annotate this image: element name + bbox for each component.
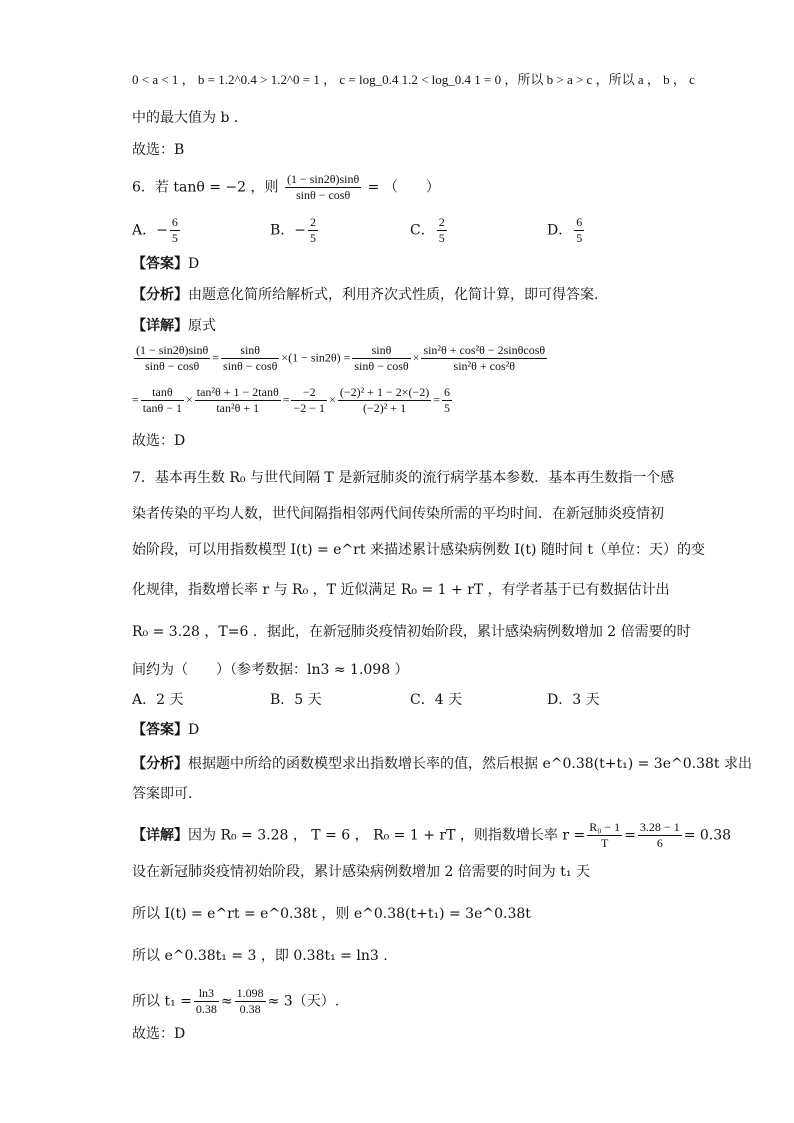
q6-eq1-frac2-den: sinθ − cosθ <box>223 359 278 373</box>
q6-option-a-num: 6 <box>171 215 178 229</box>
q6-eq2-frac1-den: tanθ − 1 <box>142 401 182 415</box>
q6-option-b-den: 5 <box>310 231 317 245</box>
q6-eq2-frac4 <box>338 385 431 416</box>
q6-eq2-frac2-num: tan²θ + 1 − 2tanθ <box>196 385 279 399</box>
q6-stem-fraction <box>285 172 361 203</box>
q6-option-d-num: 6 <box>576 215 583 229</box>
q7-detail-5-frac1-num: ln3 <box>194 986 219 1002</box>
q7-answer-tag: 【答案】 <box>132 722 188 738</box>
q6-eq1-frac1-den: sinθ − cosθ <box>145 359 200 373</box>
q7-choice: 故选：D <box>132 1026 186 1042</box>
q7-detail-1-frac2 <box>638 820 682 851</box>
q6-answer-value: D <box>188 256 200 272</box>
q6-eq2-frac1 <box>141 385 184 416</box>
q6-eq2-frac3-den: −2 − 1 <box>293 401 326 415</box>
q6-option-b-num: 2 <box>310 215 317 229</box>
q7-detail-1-frac2-den: 6 <box>656 836 663 850</box>
q6-option-c-letter: C． <box>410 222 435 239</box>
q6-eq1-frac1 <box>134 343 210 374</box>
q6-stem-fraction-denominator: sinθ − cosθ <box>295 188 351 202</box>
q7-option-d: D．3 天 <box>547 692 600 708</box>
q6-eq2-frac4-den: (−2)² + 1 <box>362 401 407 415</box>
q7-detail-line-2: 设在新冠肺炎疫情初始阶段，累计感染病例数增加 2 倍需要的时间为 t₁ 天 <box>132 864 590 880</box>
q6-analysis-text: 由题意化简所给解析式，利用齐次式性质，化简计算，即可得答案. <box>188 287 599 303</box>
q6-option-a-letter: A．− <box>132 222 168 239</box>
q6-eq1-frac4-den: sin²θ + cos²θ <box>453 359 515 373</box>
q6-option-b <box>270 215 320 246</box>
q6-option-d-letter: D． <box>547 222 573 239</box>
q7-stem-line-6: 间约为（ ）（参考数据：ln3 ≈ 1.098 ） <box>132 662 409 678</box>
q6-equation-line-1: $\frac{(1 - \sin 2\theta)\sin\theta}{\sin\theta - \cos\theta}$ = $\frac{\sin\theta}{\sin\theta - \cos\theta}$ ×(1 − sin2θ) = $\frac{\sin\theta}{\sin\theta - \cos\theta}$ × $\frac{\text{sin²θ + cos²θ − 2sinθcosθ}}{\text{sin²θ + cos²θ}}$ <box>136 343 546 373</box>
q6-option-d-den: 5 <box>576 231 583 245</box>
q7-detail-1-frac1-den: T <box>601 836 609 850</box>
q6-eq2-frac2 <box>195 385 281 416</box>
q7-analysis-tag: 【分析】 <box>132 756 188 772</box>
q7-detail-5-prefix: 所以 t₁ = <box>132 993 192 1010</box>
q6-option-c-den: 5 <box>438 231 445 245</box>
q7-analysis-line-2: 答案即可. <box>132 786 193 802</box>
q6-option-c <box>410 215 449 246</box>
q6-option-a-fraction <box>170 215 180 246</box>
q7-stem-line-3: 始阶段，可以用指数模型 I(t) = e^rt 来描述累计感染病例数 I(t) 随时间 t（单位：天）的变 <box>132 542 705 558</box>
q6-option-a-den: 5 <box>171 231 178 245</box>
q6-stem-fraction-numerator: (1 − sin2θ)sinθ <box>286 172 360 186</box>
q6-detail <box>132 316 216 336</box>
q7-stem-line-2: 染者传染的平均人数，世代间隔指相邻两代间传染所需的平均时间．在新冠肺炎疫情初 <box>132 506 664 522</box>
q6-option-b-fraction <box>308 215 318 246</box>
q6-option-c-fraction <box>437 215 447 246</box>
q6-stem-prefix: 6．若 tanθ = −2 ，则 <box>132 179 279 196</box>
q6-option-d-fraction <box>574 215 584 246</box>
q6-option-c-num: 2 <box>438 215 445 229</box>
q7-detail-tag: 【详解】 <box>132 827 188 844</box>
q6-eq2-frac5-den: 5 <box>444 401 451 415</box>
q7-detail-5-frac1 <box>194 986 219 1017</box>
q6-eq2-frac2-den: tan²θ + 1 <box>216 401 260 415</box>
q7-option-b: B．5 天 <box>270 692 322 708</box>
q7-option-a: A．2 天 <box>132 692 184 708</box>
q7-detail-5-frac1-den: 0.38 <box>195 1002 217 1016</box>
q6-option-b-letter: B．− <box>270 222 307 239</box>
q7-detail-line-3: 所以 I(t) = e^rt = e^0.38t ，则 e^0.38(t+t₁) = 3e^0.38t <box>132 906 531 922</box>
q7-stem-line-1: 7．基本再生数 R₀ 与世代间隔 T 是新冠肺炎的流行病学基本参数．基本再生数指一个感 <box>132 470 675 486</box>
q7-analysis-line-1 <box>132 754 752 774</box>
q5-choice: 故选：B <box>132 142 185 158</box>
q6-answer-tag: 【答案】 <box>132 256 188 272</box>
q6-analysis-tag: 【分析】 <box>132 287 188 303</box>
q6-eq1-frac3-num: sinθ <box>352 343 410 359</box>
q6-choice: 故选：D <box>132 433 186 449</box>
q7-detail-1-frac1-num: R₀ − 1 <box>589 820 621 834</box>
q7-detail-5-suffix: ≈ 3（天）. <box>267 993 340 1010</box>
q7-answer-value: D <box>188 722 200 738</box>
q7-detail-1-frac1 <box>587 820 622 851</box>
q7-detail-1-prefix: 因为 R₀ = 3.28 ， T = 6 ， R₀ = 1 + rT ，则指数增长率 r = <box>188 827 586 844</box>
q6-eq2-frac5 <box>442 385 452 416</box>
q7-answer <box>132 720 199 740</box>
q7-detail-5-frac2-den: 0.38 <box>239 1002 261 1016</box>
q6-equation-line-2: = $\frac{\tan\theta}{\tan\theta - 1}$ × $\frac{\text{tan²θ + 1 − 2tanθ}}{\text{tan²θ + 1}}$ = $\frac{-2}{-2 - 1}$ × $\frac{\text{(−2)² + 1 − 2×(−2)}}{\text{(−2)² + 1}}$ = $\frac{6}{5}$ <box>132 385 451 415</box>
q7-stem-line-5: R₀ = 3.28 ，T=6 ．据此，在新冠肺炎疫情初始阶段，累计感染病例数增加 2 倍需要的时 <box>132 624 691 640</box>
q6-option-a <box>132 215 182 246</box>
q6-analysis <box>132 285 598 305</box>
q6-eq1-frac4-num: sin²θ + cos²θ − 2sinθcosθ <box>423 343 546 357</box>
q6-eq2-frac4-num: (−2)² + 1 − 2×(−2) <box>339 385 430 399</box>
q6-eq1-middle: ×(1 − sin2θ) = <box>281 350 351 365</box>
q6-eq1-frac3 <box>352 343 410 374</box>
q6-eq2-frac1-num: tanθ <box>141 385 184 401</box>
q6-eq1-frac2-num: sinθ <box>221 343 279 359</box>
q6-eq2-frac5-num: 6 <box>444 385 451 399</box>
q6-eq1-frac2 <box>221 343 279 374</box>
q6-eq1-frac4 <box>421 343 547 374</box>
q7-detail-1-suffix: = 0.38 <box>683 827 732 844</box>
q7-analysis-text-1: 根据题中所给的函数模型求出指数增长率的值，然后根据 e^0.38(t+t₁) = 3e^0.38t 求出 <box>188 756 752 772</box>
q6-detail-tag: 【详解】 <box>132 318 188 334</box>
q7-detail-5-frac2 <box>235 986 266 1017</box>
q6-eq1-frac3-den: sinθ − cosθ <box>354 359 409 373</box>
q6-answer <box>132 254 199 274</box>
q7-detail-line-1: 【详解】因为 R₀ = 3.28 ， T = 6 ， R₀ = 1 + rT ，则指数增长率 r = $\frac{\text{R₀ − 1}}{T}$ = $\frac{3.28 - 1}{6}$ = 0.38 <box>132 820 732 850</box>
q5-conclusion-line: 中的最大值为 b . <box>132 110 239 126</box>
q6-option-d <box>547 215 586 246</box>
q6-stem <box>132 172 440 203</box>
q7-detail-5-frac2-num: 1.098 <box>236 986 264 1000</box>
q6-eq1-frac1-num: (1 − sin2θ)sinθ <box>136 343 209 357</box>
q6-eq2-frac3 <box>291 385 327 416</box>
q7-detail-line-4: 所以 e^0.38t₁ = 3 ，即 0.38t₁ = ln3 . <box>132 948 388 964</box>
q7-option-c: C．4 天 <box>410 692 463 708</box>
q7-detail-line-5: 所以 t₁ = $\frac{\ln 3}{0.38}$ ≈ $\frac{1.098}{0.38}$ ≈ 3（天）. <box>132 986 340 1016</box>
q7-detail-1-frac2-num: 3.28 − 1 <box>639 820 680 834</box>
q6-detail-text: 原式 <box>188 318 216 334</box>
q6-eq2-frac3-num: −2 <box>291 385 327 401</box>
q5-inequality-line: 0 < a < 1 ， b = 1.2^0.4 > 1.2^0 = 1 ， c = log_0.4 1.2 < log_0.4 1 = 0 ，所以 b > a > c ，所以 a ， b ， c <box>132 72 695 87</box>
q7-stem-line-4: 化规律，指数增长率 r 与 R₀ ，T 近似满足 R₀ = 1 + rT ，有学者基于已有数据估计出 <box>132 582 670 598</box>
q6-stem-suffix: = （ ） <box>367 179 440 196</box>
